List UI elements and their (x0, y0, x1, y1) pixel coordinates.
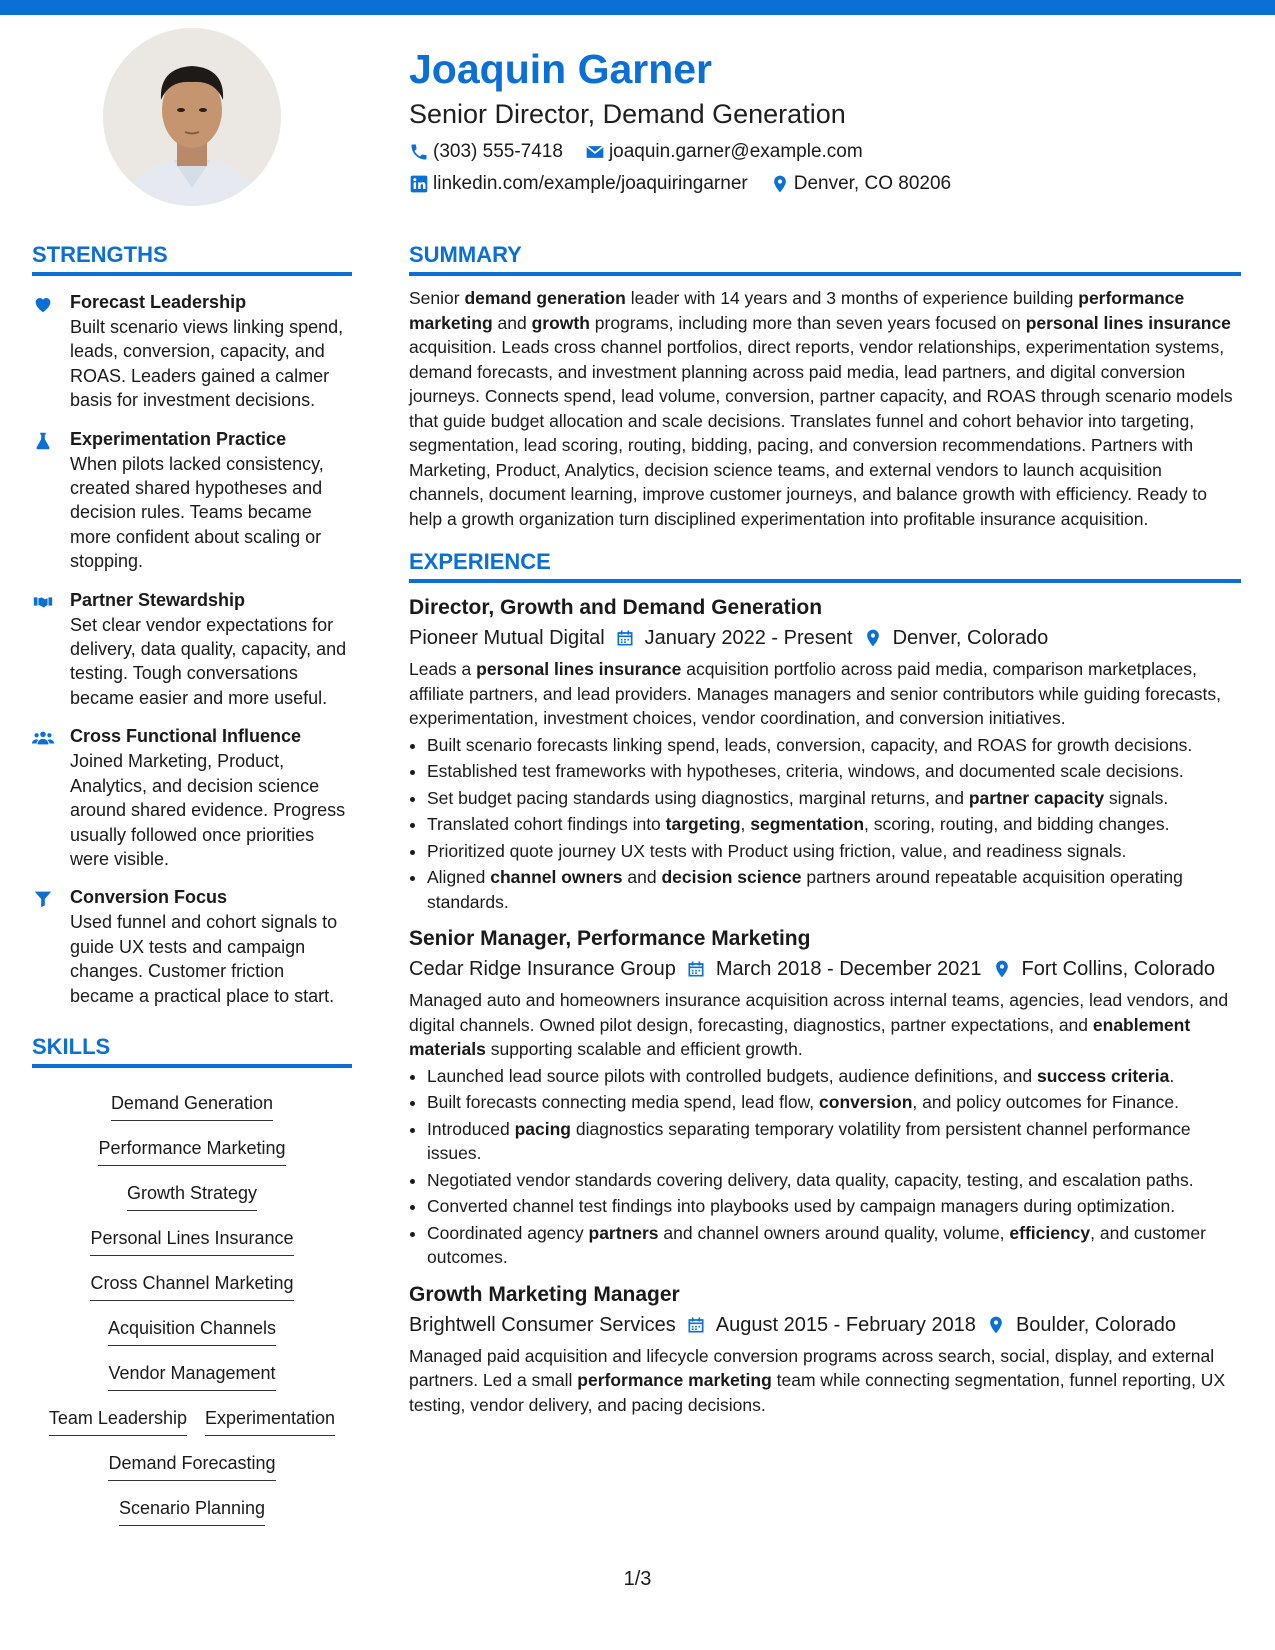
skill-tag: Acquisition Channels (108, 1316, 276, 1346)
skill-row (32, 1301, 352, 1346)
skill-row (32, 1481, 352, 1526)
skill-tag: Demand Forecasting (108, 1451, 275, 1481)
job-company: Cedar Ridge Insurance Group (409, 958, 676, 980)
skill-tag: Experimentation (205, 1406, 335, 1436)
strength-item (32, 724, 352, 871)
users-icon (32, 727, 54, 749)
job-bullets (409, 1064, 1241, 1270)
linkedin-text: linkedin.com/example/joaquiringarner (433, 173, 748, 194)
phone-icon (409, 142, 429, 162)
strengths-heading: STRENGTHS (32, 240, 352, 276)
job-entry (409, 1280, 1241, 1418)
job-entry (409, 593, 1241, 914)
funnel-icon (32, 888, 54, 910)
strength-description: Built scenario views linking spend, leads, conversion, capacity, and ROAS. Leaders gained a calmer basis for investment decisions. (70, 317, 344, 411)
skill-tag: Demand Generation (111, 1091, 273, 1121)
strength-item (32, 588, 352, 711)
calendar-icon (686, 959, 706, 979)
linkedin-contact[interactable] (409, 168, 748, 200)
heart-icon (32, 293, 54, 315)
job-dates: March 2018 - December 2021 (715, 958, 982, 980)
job-bullet: • Translated cohort findings into targeting, segmentation, scoring, routing, and bidding changes. (427, 812, 1241, 837)
job-company: Pioneer Mutual Digital (409, 627, 605, 649)
job-bullet: • Aligned channel owners and decision science partners around repeatable acquisition operating standards. (427, 865, 1241, 914)
left-column (32, 240, 352, 1526)
job-bullet: • Built scenario forecasts linking spend, leads, conversion, capacity, and ROAS for growth decisions. (427, 733, 1241, 758)
contact-row-1 (409, 136, 1229, 168)
job-bullet: • Established test frameworks with hypotheses, criteria, windows, and documented scale decisions. (427, 759, 1241, 784)
skills-list (32, 1076, 352, 1526)
phone-contact (409, 136, 563, 168)
page-number: 1/3 (623, 1568, 652, 1590)
candidate-name: Joaquin Garner (409, 46, 713, 92)
skill-tag: Performance Marketing (98, 1136, 285, 1166)
job-location: Fort Collins, Colorado (1021, 958, 1215, 980)
job-description: Leads a personal lines insurance acquisition portfolio across paid media, comparison marketplaces, affiliate partners, and lead providers. Manages managers and senior contributors while guiding forecasts, experimentation, investment choices, vendor coordination, and conversion initiatives. (409, 659, 1221, 728)
map-pin-icon (986, 1315, 1006, 1335)
profile-photo (103, 28, 281, 206)
job-company: Brightwell Consumer Services (409, 1313, 676, 1336)
strength-name: Conversion Focus (70, 887, 228, 908)
job-dates: January 2022 - Present (644, 627, 853, 649)
email-contact[interactable] (585, 136, 863, 168)
handshake-icon (32, 591, 54, 613)
skill-row (32, 1256, 352, 1301)
job-bullets (409, 733, 1241, 915)
resume-header (409, 42, 1229, 200)
flask-icon (32, 430, 54, 452)
strength-name: Forecast Leadership (70, 292, 247, 312)
job-description: Managed paid acquisition and lifecycle conversion programs across search, social, display, and external partners. Led a small performance marketing team while connecting segmentation, funnel reporting, UX testing, vendor delivery, and pacing decisions. (409, 1345, 1226, 1415)
job-meta (409, 954, 1241, 984)
map-pin-icon (863, 628, 883, 648)
job-dates: August 2015 - February 2018 (715, 1313, 976, 1336)
experience-heading: EXPERIENCE (409, 547, 1241, 583)
email-text: joaquin.garner@example.com (608, 141, 863, 162)
skill-row (32, 1346, 352, 1391)
skill-row (32, 1211, 352, 1256)
jobs-list (409, 593, 1241, 1417)
skill-row (32, 1436, 352, 1481)
summary-heading: SUMMARY (409, 240, 1241, 276)
map-pin-icon (770, 174, 790, 194)
top-accent-bar (0, 0, 1275, 15)
job-location: Boulder, Colorado (1015, 1313, 1177, 1336)
location-contact (770, 168, 951, 200)
calendar-icon (686, 1315, 706, 1335)
strength-name: Cross Functional Influence (70, 726, 302, 747)
strength-description: Set clear vendor expectations for delivery, data quality, capacity, and testing. Tough conversations became easier and more useful. (70, 614, 347, 708)
skills-heading: SKILLS (32, 1032, 352, 1068)
strength-description: When pilots lacked consistency, created shared hypotheses and decision rules. Teams became more confident about scaling or stopping. (70, 453, 324, 572)
calendar-icon (615, 628, 635, 648)
job-bullet: • Built forecasts connecting media spend, lead flow, conversion, and policy outcomes for Finance. (427, 1090, 1241, 1115)
skill-tag: Personal Lines Insurance (90, 1226, 293, 1256)
linkedin-icon (409, 174, 429, 194)
skill-tag: Team Leadership (49, 1406, 187, 1436)
skill-row (32, 1121, 352, 1166)
job-title: Senior Manager, Performance Marketing (409, 927, 811, 950)
job-location: Denver, Colorado (892, 627, 1049, 649)
strength-item (32, 427, 352, 574)
skill-row (32, 1166, 352, 1211)
strength-description: Used funnel and cohort signals to guide UX tests and campaign changes. Customer friction became a practical place to start. (70, 912, 338, 1006)
job-description: Managed auto and homeowners insurance acquisition across internal teams, agencies, lead vendors, and digital channels. Owned pilot design, forecasting, diagnostics, partner expectations, and enablement materials supporting scalable and efficient growth. (409, 990, 1229, 1059)
strengths-list (32, 290, 352, 1008)
job-bullet: • Launched lead source pilots with controlled budgets, audience definitions, and success criteria. (427, 1064, 1241, 1089)
location-text: Denver, CO 80206 (793, 173, 952, 194)
skill-tag: Cross Channel Marketing (90, 1271, 293, 1301)
job-bullet: • Coordinated agency partners and channel owners around quality, volume, efficiency, and customer outcomes. (427, 1221, 1241, 1270)
skill-tag: Scenario Planning (119, 1496, 265, 1526)
job-bullet: • Prioritized quote journey UX tests with Product using friction, value, and readiness signals. (427, 839, 1241, 864)
skill-row (32, 1076, 352, 1121)
right-column (409, 240, 1241, 1417)
strength-description: Joined Marketing, Product, Analytics, and decision science around shared evidence. Progress usually followed once priorities were visible. (70, 751, 346, 869)
envelope-icon (585, 142, 605, 162)
job-title: Director, Growth and Demand Generation (409, 596, 823, 619)
strength-item (32, 885, 352, 1008)
job-meta (409, 1310, 1241, 1340)
job-bullet: • Converted channel test findings into playbooks used by campaign managers during optimization. (427, 1194, 1241, 1219)
job-entry (409, 924, 1241, 1270)
phone-text: (303) 555-7418 (433, 141, 563, 162)
job-bullet: • Negotiated vendor standards covering delivery, data quality, capacity, testing, and escalation paths. (427, 1168, 1241, 1193)
job-bullet: • Introduced pacing diagnostics separating temporary volatility from persistent channel performance issues. (427, 1117, 1241, 1166)
candidate-title: Senior Director, Demand Generation (409, 99, 846, 129)
job-meta (409, 623, 1241, 653)
strength-name: Partner Stewardship (70, 589, 246, 610)
map-pin-icon (992, 959, 1012, 979)
summary-text: Senior demand generation leader with 14 years and 3 months of experience building performance marketing and growth programs, including more than seven years focused on personal lines insurance acquisition. Leads cross channel portfolios, direct reports, vendor relationships, experimentation systems, demand forecasts, and investment planning across paid media, lead partners, and digital conversion journeys. Connects spend, lead volume, conversion, partner capacity, and ROAS through scenario models that guide budget allocation and scale decisions. Translates funnel and cohort behavior into targeting, segmentation, lead scoring, routing, bidding, pacing, and conversion recommendations. Partners with Marketing, Product, Analytics, decision science teams, and external vendors to launch acquisition channels, document learning, improve customer journeys, and balance growth with efficiency. Ready to help a growth organization turn disciplined experimentation into profitable insurance acquisition. (409, 288, 1233, 529)
job-title: Growth Marketing Manager (409, 1282, 680, 1306)
skill-tag: Vendor Management (108, 1361, 275, 1391)
job-bullet: • Set budget pacing standards using diagnostics, marginal returns, and partner capacity signals. (427, 786, 1241, 811)
contact-row-2 (409, 168, 1229, 200)
strength-item (32, 290, 352, 413)
skill-tag: Growth Strategy (127, 1181, 257, 1211)
strength-name: Experimentation Practice (70, 428, 287, 449)
